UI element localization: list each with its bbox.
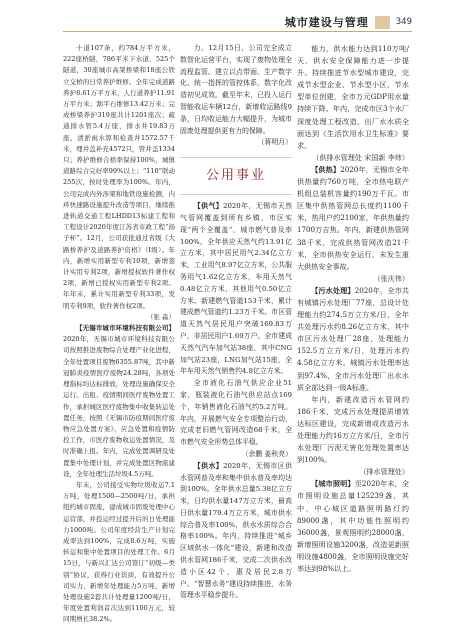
section-banner <box>180 157 292 195</box>
credit-text: （蒋明月） <box>257 138 292 147</box>
body-paragraph <box>63 43 175 312</box>
paragraph-text: 2020年，无锡市天然气管网覆盖到所有乡镇，市区实现“两个全覆盖”，城市燃气普及率100%。全年供应天然气约13.91亿立方米，其中居民用气2.34亿立方米，工业用气8.97亿立方米，公共服务用气1.62亿立方米，车用天然气0.48亿立方米，其他用气0.50亿立方米。新建燃气管道153千米，累计建成燃气管道约1.23万千米。市区管道天然气居民用户突破169.83万户，非居民用户1.69万户。全市建成天然气汽车加气站38座，其中CNG加气站23座，LNG加气站15座，全年车用天然气销售约4.8亿立方米。 <box>180 202 293 376</box>
author-credit <box>297 466 409 478</box>
paragraph-text: 全市液化石油气供应企业51家，瓶装液化石油气供应站点169个，年销售液化石油气约5.2万吨。年内，开展燃气安全专项整治行动，完成老旧燃气管网改造68千米，全市燃气安全形势总体平稳。 <box>180 379 292 447</box>
paragraph-text: 力。12月15日，公司完全成立数智化运营平台，实现了废物处理全流程监管。建立以点带面、生产数字化、统一指挥的管控体系，数字化改造初见成效。截至年末，已投入运行智能收运车辆12台，新增收运路线9条，日均收运能力大幅提升，为城市固废处理提供更有力的保障。 <box>180 44 292 135</box>
text-column-1 <box>63 43 175 626</box>
body-paragraph <box>297 285 409 394</box>
body-paragraph <box>180 378 292 449</box>
body-paragraph <box>297 394 409 467</box>
credit-text: （供排水管理处 宋国新 李炜） <box>312 152 409 162</box>
paragraph-text: 能力，供水能力达到110万吨/天，供水安全保障能力进一步提升。持续推进节水型城市建设，完成节水型企业、节水型小区、节水型单位创建，全市万元GDP用水量持续下降。年内，完成市区3个水厂深度处理工程改造，出厂水水质全面达到《生活饮用水卫生标准》要求。 <box>297 44 409 150</box>
header-color-block <box>375 16 390 29</box>
entry-heading: 【无锡市城市环境科技有限公司】 <box>76 324 175 333</box>
body-paragraph <box>63 480 175 626</box>
paragraph-text: 至2020年末，全市照明设施总量125239盏，其中，中心城区道路照明路灯约89000盏，其中功能性照明约36000盏，景观照明约28000盏，新增照明设施3200盏，改造更新照明设施4800盏，全市照明设施完好率达到98%以上。 <box>297 479 409 574</box>
author-credit <box>63 312 175 323</box>
body-paragraph <box>297 43 409 152</box>
paragraph-text: 2020年，无锡市区供水管网普及率和集中供水普及率均达到100%。全年供水总量5.38亿立方米，日均供水量147万立方米，最高日供水量179.4万立方米，城市供水综合普及率100%，供水水质综合合格率100%。年内，持续推进“城乡区域供水一体化”建设，新建和改造供水管网186千米，完成二次供水改造小区42个，惠及居民2.8万户。“智慧水务”建设持续推进，水务管理水平稳步提升。 <box>180 461 293 600</box>
entry-heading: 【供水】 <box>193 461 224 470</box>
author-credit <box>180 449 292 461</box>
credit-text: （余鹏 姜秋亮） <box>241 449 292 458</box>
author-credit <box>297 152 409 164</box>
body-paragraph <box>297 164 409 273</box>
paragraph-text: 2020年，无锡市全年供热量约760万吨，全市热电联产机组总装机容量约190万千瓦。市区集中供热管网总长度约1100千米，热用户约2100家，年供热量约1700万吉焦。年内，新建供热管网38千米，完成供热管网改造21千米，全市供热安全运行，未发生重大供热安全事故。 <box>297 164 409 271</box>
credit-text: （张庆伟） <box>373 273 409 283</box>
entry-heading: 【供热】 <box>311 164 341 174</box>
credit-text: （排水管理处） <box>359 467 409 477</box>
body-paragraph <box>297 478 409 575</box>
paragraph-text: 2020年，无锡市城市环境科技有限公司按照推进废物综合处理产业化进程，全年处置项目废物6355.87吨，其中新冠肺炎疫情医疗废物24.28吨，各项处理指标均达标排放，处理设施确保安全运行。出租、疫情期间医疗废物处置工作，承担城区医疗废物集中收集转运处置任务，按照《无锡市防疫期间医疗废物应急处置方案》，应急处置和疫情防控工作，市医疗废物收运处置情况，及时准确上报。年内，完成处置调研及处置集中处理计划，并完成处置区物流建设，全年处理生活垃圾4.5万吨。 <box>63 335 175 478</box>
body-paragraph <box>180 201 292 378</box>
paragraph-text: 年末，公司接受实物垃圾收运7.1万吨，处理1500—2500吨/日，承担纽约城市固废，建成城市固废处理中心运营部，并投运经过提升后的日处理能力1000吨。公司年度经营生产计划完成率达到100%，完成8.6万吨，实施转运和集中处置项目的处理工作。6月15日，与新兴汇达公司签订“初级—类别”协议，获得行业资质，有效提升公司实力，新增年处理能力5万吨，新增处理设施2套共计处理量1200吨/日，年度处置利润首次达到1100万元，较同期增长38.2%。 <box>63 480 175 624</box>
body-paragraph <box>63 323 175 480</box>
body-paragraph <box>180 43 292 137</box>
paragraph-text: 2020年，全市共有城镇污水处理厂77座，总设计处理能力约274.5万立方米/日，全年共处理污水约8.26亿立方米，其中市区污水处理厂28座，处理能力152.5万立方米/日，处理污水约4.58亿立方米。城镇污水处理率达到97.4%，全市污水处理厂出水水质全部达到一级A标准。 <box>297 285 409 392</box>
section-title: 城市建设与管理 <box>284 16 369 29</box>
section-banner-title: 公用事业 <box>205 168 266 184</box>
running-header <box>285 14 412 30</box>
text-column-2 <box>180 43 292 602</box>
header-rule <box>63 31 412 32</box>
author-credit <box>297 273 409 285</box>
page-number: 349 <box>395 17 412 27</box>
entry-heading: 【供气】 <box>193 202 224 211</box>
paragraph-text: 十道107条，约784万平方米，222座桥隧，786平米下水道，525个隧道，30座城市高架桥梁和18座公铁立交桥的日常养护维修。全年完成道路养护8.61万平方米，人行道养护11.91万平方米；割平石维修13.42万米；完成桥梁养护319座共计1201座次；疏通排水管5.4万座，排水井19.83万座，清淤雨水箅和检查井1572.57千米，埋井盖补充4572只，管井盖1334只；养护维修合格率保持100%，城镇道路综合完好率99%以上；“110”联动255次，按时处理率为100%。年内，公司完成内外涉架和地铁设施检测，内环快速路设施提升改造等项目，继续推进轨道交通工程LHDD13标建工程和工程设计2020年度江苏省市政工程“扬子杯”。12月，公司获批通过省级《大路桥养护及道路养护资格》（I级）。年内，新增实用新型专利10项，新增签计实用专利2项，新增授权软件著作权2项，新增已授权实用新型专利2项。年年末，累计实用新型专利33项，发明专利9项，软件著作权2项。 <box>63 44 175 310</box>
paragraph-text: 年内，新建改造污水管网约186千米，完成污水处理提质增效达标区建设，完成新增或改造污水处理能力约16万立方米/日，全市污水处理厂污泥无害化处理处置率达到100%。 <box>297 394 409 465</box>
author-credit <box>180 137 292 149</box>
credit-text: （张 淼） <box>146 312 175 321</box>
entry-heading: 【污水处理】 <box>311 285 355 295</box>
body-paragraph <box>180 461 292 603</box>
entry-heading: 【城市照明】 <box>311 479 355 489</box>
text-column-3 <box>297 43 409 575</box>
